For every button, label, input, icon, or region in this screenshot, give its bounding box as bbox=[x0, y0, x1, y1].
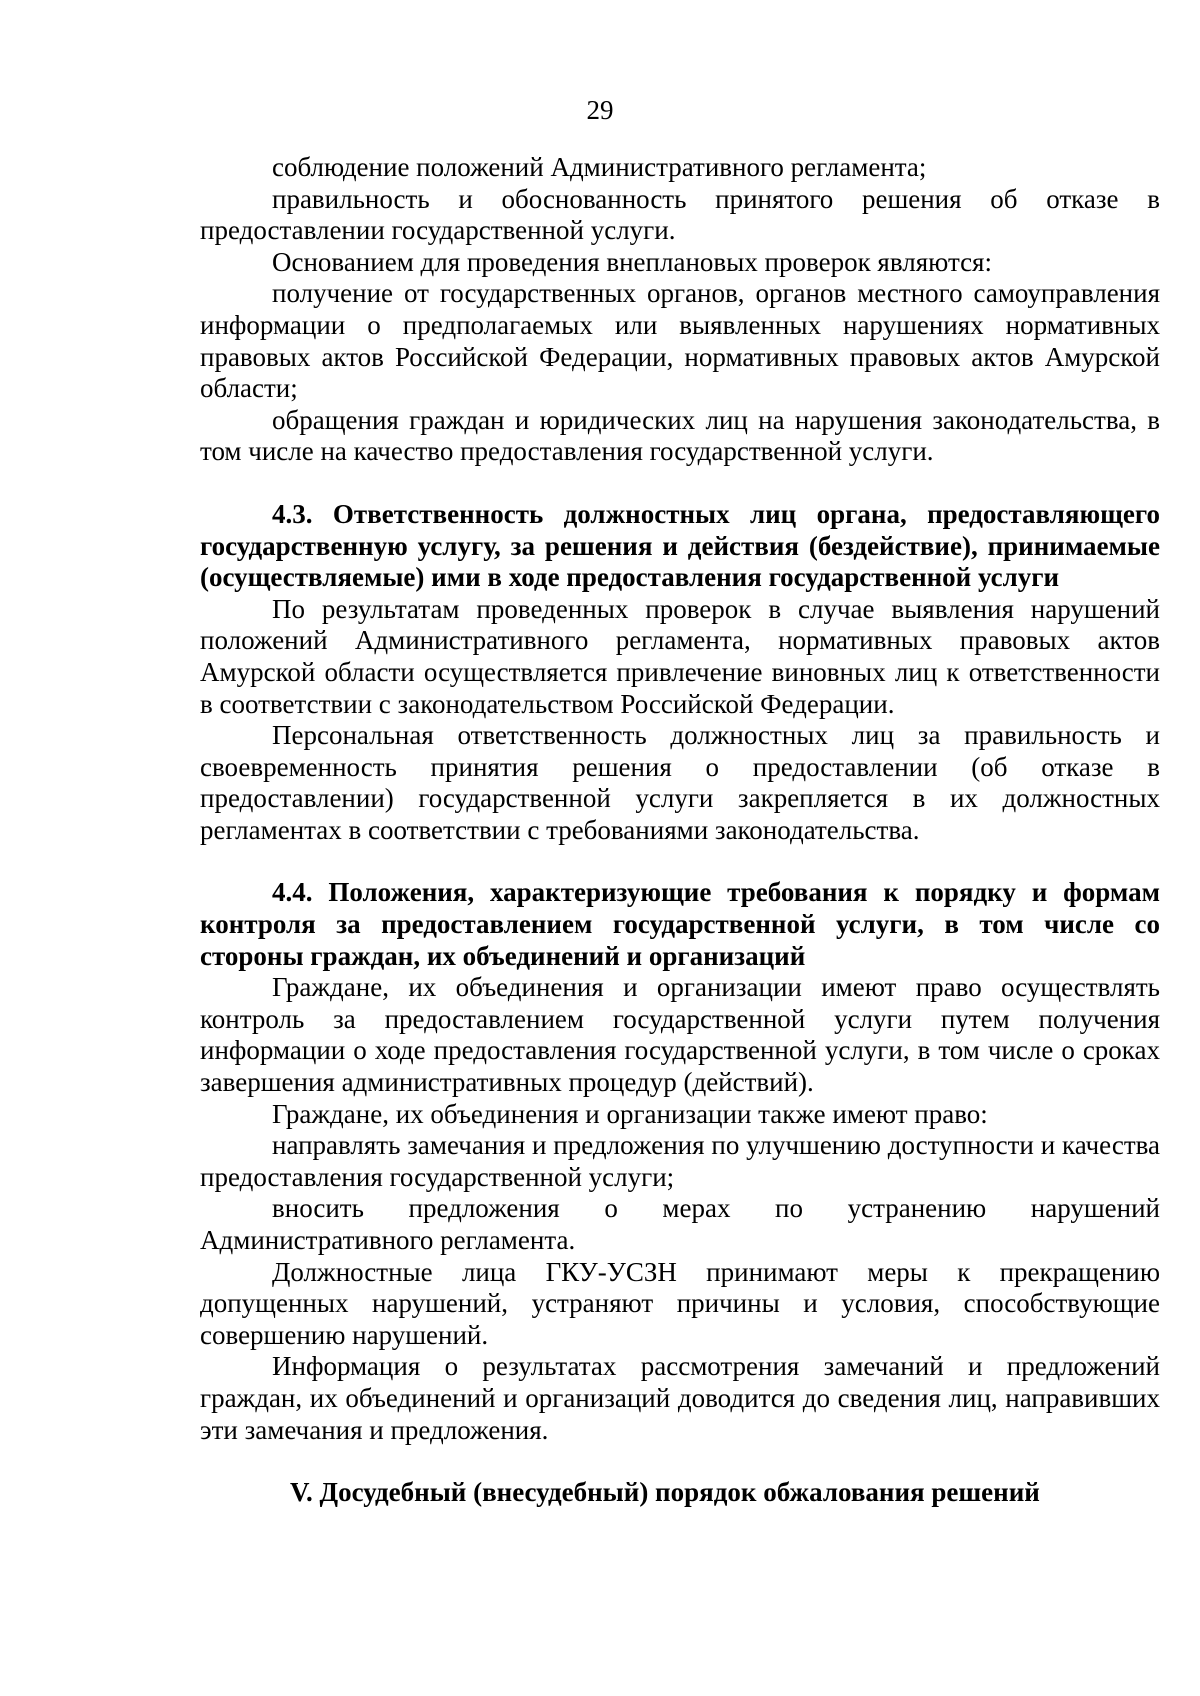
paragraph: Должностные лица ГКУ-УСЗН принимают меры к прекращению допущенных нарушений, устраняют причины и условия, способствующие совершению нарушений. bbox=[200, 1256, 1160, 1350]
paragraph: направлять замечания и предложения по улучшению доступности и качества предоставления государственной услуги; bbox=[200, 1130, 1160, 1192]
section-spacer bbox=[200, 1446, 1160, 1477]
paragraph: По результатам проведенных проверок в случае выявления нарушений положений Административного регламента, нормативных правовых актов Амурской области осуществляется привлечение виновных лиц к ответственности в соответствии с законодательством Российской Федерации. bbox=[200, 593, 1160, 719]
paragraph: Основанием для проведения внеплановых проверок являются: bbox=[272, 246, 992, 277]
paragraph: правильность и обоснованность принятого решения об отказе в предоставлении государственной услуги. bbox=[200, 183, 1160, 246]
section-spacer bbox=[200, 468, 1160, 499]
paragraph: вносить предложения о мерах по устранению нарушений Административного регламента. bbox=[200, 1193, 1160, 1255]
paragraph: получение от государственных органов, органов местного самоуправления информации о предполагаемых или выявленных нарушениях нормативных правовых актов Российской Федерации, нормативных правовых актов Амурской области; bbox=[200, 278, 1160, 404]
paragraph: Информация о результатах рассмотрения замечаний и предложений граждан, их объединений и организаций доводится до сведения лиц, направивших эти замечания и предложения. bbox=[200, 1351, 1160, 1445]
paragraph: соблюдение положений Административного регламента; bbox=[272, 152, 927, 182]
page-number: 29 bbox=[586, 95, 614, 125]
section-heading-4-4: 4.4. Положения, характеризующие требования к порядку и формам контроля за предоставлением государственной услуги, в том числе со стороны граждан, их объединений и организаций bbox=[200, 877, 1160, 971]
section-heading-4-3: 4.3. Ответственность должностных лиц органа, предоставляющего государственную услугу, за решения и действия (бездействие), принимаемые (осуществляемые) ими в ходе предоставления государственной услуги bbox=[200, 498, 1160, 593]
paragraph: обращения граждан и юридических лиц на нарушения законодательства, в том числе на качество предоставления государственной услуги. bbox=[200, 404, 1160, 467]
paragraph: Граждане, их объединения и организации также имеют право: bbox=[272, 1098, 988, 1129]
section-title-v: V. Досудебный (внесудебный) порядок обжалования решений bbox=[290, 1477, 1040, 1508]
paragraph: Граждане, их объединения и организации имеют право осуществлять контроль за предоставлением государственной услуги путем получения информации о ходе предоставления государственной услуги, в том числе о сроках завершения административных процедур (действий). bbox=[200, 972, 1160, 1098]
section-spacer bbox=[200, 846, 1160, 877]
paragraph: Персональная ответственность должностных лиц за правильность и своевременность принятия решения о предоставлении (об отказе в предоставлении) государственной услуги закрепляется в их должностных регламентах в соответствии с требованиями законодательства. bbox=[200, 720, 1160, 845]
document-body bbox=[200, 152, 1160, 1509]
